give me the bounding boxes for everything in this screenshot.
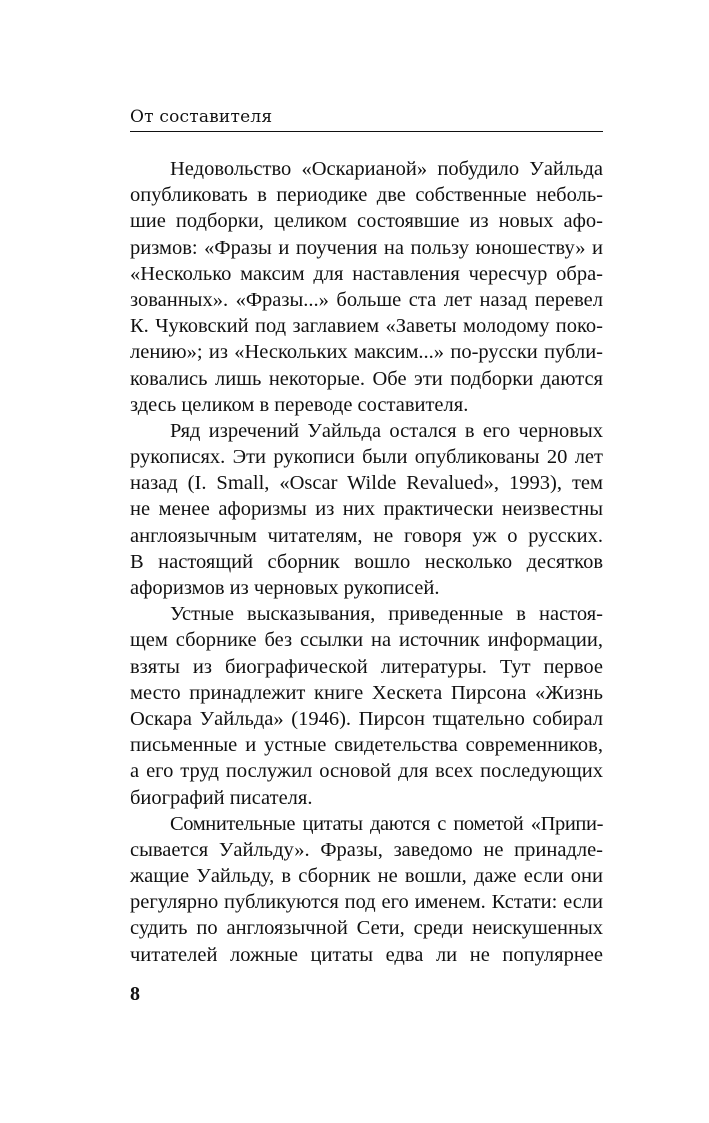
text-line: щем сборнике без ссылки на источник информации, — [130, 629, 603, 652]
text-line: а его труд послужил основой для всех последующих — [130, 760, 603, 783]
text-line: здесь целиком в переводе составителя. — [130, 393, 469, 416]
running-head: От составителя — [130, 107, 273, 127]
text-line: рукописях. Эти рукописи были опубликованы 20 лет — [130, 446, 603, 469]
text-line: место принадлежит книге Хескета Пирсона «Жизнь — [130, 681, 603, 704]
text-line: К. Чуковский под заглавием «Заветы молодому поко- — [130, 315, 603, 338]
text-line: Сомнительные цитаты даются с пометой «Припи- — [170, 812, 603, 835]
text-line: читателей ложные цитаты едва ли не популярнее — [130, 943, 603, 966]
header-rule — [130, 131, 603, 132]
text-line: афоризмов из черновых рукописей. — [130, 577, 440, 599]
text-line: В настоящий сборник вошло несколько десятков — [130, 550, 603, 573]
text-line: «Несколько максим для наставления чересчур обра- — [130, 262, 603, 285]
text-line: Недовольство «Оскарианой» побудило Уайльда — [170, 158, 603, 180]
text-line: назад (I. Small, «Oscar Wilde Revalued», 1993), тем — [130, 472, 603, 495]
text-line: опубликовать в периодике две собственные неболь- — [130, 184, 603, 207]
text-line: лению»; из «Нескольких максим...» по-русски публи- — [130, 341, 603, 364]
page-number: 8 — [130, 983, 140, 1005]
text-line: письменные и устные свидетельства современников, — [130, 734, 603, 757]
text-line: биографий писателя. — [130, 786, 313, 809]
body-text — [130, 156, 603, 968]
text-line: англоязычным читателям, не говоря уж о русских. — [130, 524, 603, 547]
text-line: взяты из биографической литературы. Тут первое — [130, 655, 603, 678]
text-line: ковались лишь некоторые. Обе эти подборки даются — [130, 367, 603, 390]
text-line: не менее афоризмы из них практически неизвестны — [130, 498, 603, 521]
text-line: Оскара Уайльда» (1946). Пирсон тщательно собирал — [130, 707, 603, 730]
text-line: зованных». «Фразы...» больше ста лет назад перевел — [130, 288, 603, 311]
text-line: сывается Уайльду». Фразы, заведомо не принадле- — [130, 838, 603, 861]
text-line: Ряд изречений Уайльда остался в его черновых — [170, 419, 603, 442]
text-line: жащие Уайльду, в сборник не вошли, даже если они — [130, 865, 603, 888]
text-line: шие подборки, целиком состоявшие из новых афо- — [130, 210, 603, 233]
text-line: Устные высказывания, приведенные в настоя- — [170, 603, 603, 626]
text-line: регулярно публикуются под его именем. Кстати: если — [130, 891, 603, 914]
text-line: ризмов: «Фразы и поучения на пользу юношеству» и — [130, 236, 603, 259]
text-line: судить по англоязычной Сети, среди неискушенных — [130, 917, 603, 940]
